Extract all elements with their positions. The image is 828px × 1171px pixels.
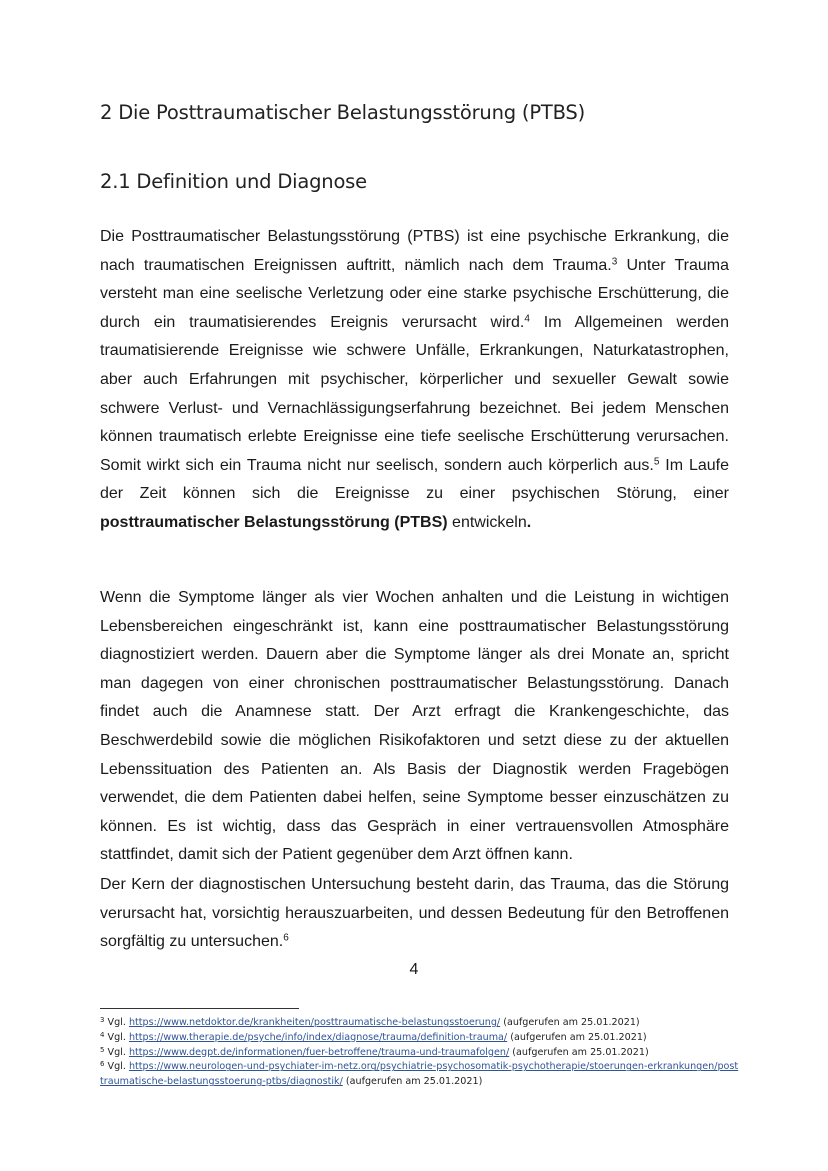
paragraph-definition — [100, 223, 729, 538]
footnote-ref-3[interactable]: 3 — [611, 256, 618, 268]
footnote-link[interactable]: https://www.neurologen-und-psychiater-im-netz.org/psychiatrie-psychosomatik-psychotherapie/stoerungen-erkrankungen/posttraumatische-belastungsstoerung-ptbs/diagnostik/ — [100, 1061, 739, 1088]
footnote-link[interactable]: https://www.degpt.de/informationen/fuer-betroffene/trauma-und-traumafolgen/ — [128, 1046, 510, 1058]
paragraph-text: Unter Trauma versteht man eine seelische Verletzung oder eine starke psychische Erschütterung, die durch ein traumatisierendes Ereignis verursacht wird. — [100, 256, 730, 331]
footnote-link[interactable]: https://www.therapie.de/psyche/info/index/diagnose/trauma/definition-trauma/ — [128, 1031, 508, 1043]
footnote-ref-5[interactable]: 5 — [653, 456, 660, 468]
footnote-number: 6 — [100, 1060, 105, 1069]
footnote-separator — [100, 1008, 299, 1009]
footnote-3 — [100, 1016, 740, 1031]
paragraph-text: Die Posttraumatischer Belastungsstörung (PTBS) ist eine psychische Erkrankung, die nach traumatischen Ereignissen auftritt, nämlich nach dem Trauma. — [100, 228, 729, 274]
footnote-ref-6[interactable]: 6 — [283, 932, 289, 944]
footnote-date: (aufgerufen am 25.01.2021) — [500, 1017, 640, 1028]
footnote-date: (aufgerufen am 25.01.2021) — [507, 1031, 647, 1043]
footnote-4 — [100, 1031, 740, 1046]
paragraph-examination — [100, 871, 729, 957]
footnote-5 — [100, 1046, 740, 1061]
bold-term: posttraumatischer Belastungsstörung (PTBS) — [100, 513, 448, 531]
footnote-ref-4[interactable]: 4 — [524, 313, 530, 325]
footnote-prefix: Vgl. — [104, 1031, 129, 1043]
paragraph-text: Der Kern der diagnostischen Untersuchung besteht darin, das Trauma, das die Störung verursacht hat, vorsichtig herauszuarbeiten, und dessen Bedeutung für den Betroffenen sorgfältig zu untersuchen. — [100, 876, 729, 951]
section-heading: 2.1 Definition und Diagnose — [100, 170, 367, 193]
footnote-6 — [100, 1060, 740, 1090]
footnote-number: 3 — [100, 1015, 105, 1024]
paragraph-text: Im Allgemeinen werden traumatisierende Ereignisse wie schwere Unfälle, Erkrankungen, Naturkatastrophen, aber auch Erfahrungen mit psychischer, körperlicher und sexueller Gewalt sowie schwere Verlust- und Vernachlässigungserfahrung bezeichnet. Bei jedem Menschen können traumatisch erlebte Ereignisse eine tiefe seelische Erschütterung verursachen. Somit wirkt sich ein Trauma nicht nur seelisch, sondern auch körperlich aus. — [100, 313, 729, 474]
footnote-number: 5 — [100, 1045, 105, 1054]
footnote-prefix: Vgl. — [104, 1017, 129, 1028]
paragraph-text: Im Laufe der Zeit können sich die Ereignisse zu einer psychischen Störung, einer — [100, 456, 730, 503]
footnote-link[interactable]: https://www.netdoktor.de/krankheiten/posttraumatische-belastungsstoerung/ — [128, 1017, 501, 1028]
paragraph-diagnosis: Wenn die Symptome länger als vier Wochen anhalten und die Leistung in wichtigen Lebensbereichen eingeschränkt ist, kann eine posttraumatischer Belastungsstörung diagnostiziert werden. Dauern aber die Symptome länger als drei Monate an, spricht man dagegen von einer chronischen posttraumatischer Belastungsstörung. Danach findet auch die Anamnese statt. Der Arzt erfragt die Krankengeschichte, das Beschwerdebild sowie die möglichen Risikofaktoren und setzt diese zu der aktuellen Lebenssituation des Patienten an. Als Basis der Diagnostik werden Fragebögen verwendet, die dem Patienten dabei helfen, seine Symptome besser einzuschätzen zu können. Es ist wichtig, dass das Gespräch in einer vertrauensvollen Atmosphäre stattfindet, damit sich der Patient gegenüber dem Arzt öffnen kann. — [100, 589, 729, 864]
footnote-date: (aufgerufen am 25.01.2021) — [342, 1076, 483, 1088]
footnote-prefix: Vgl. — [104, 1046, 129, 1058]
paragraph-text: entwickeln — [447, 513, 527, 531]
footnote-date: (aufgerufen am 25.01.2021) — [509, 1046, 649, 1058]
page-number: 4 — [409, 961, 419, 978]
bold-period: . — [526, 513, 532, 531]
footnote-prefix: Vgl. — [104, 1061, 129, 1073]
footnote-number: 4 — [100, 1030, 105, 1039]
footnotes — [100, 1016, 740, 1090]
chapter-heading: 2 Die Posttraumatischer Belastungsstörung (PTBS) — [100, 101, 586, 124]
